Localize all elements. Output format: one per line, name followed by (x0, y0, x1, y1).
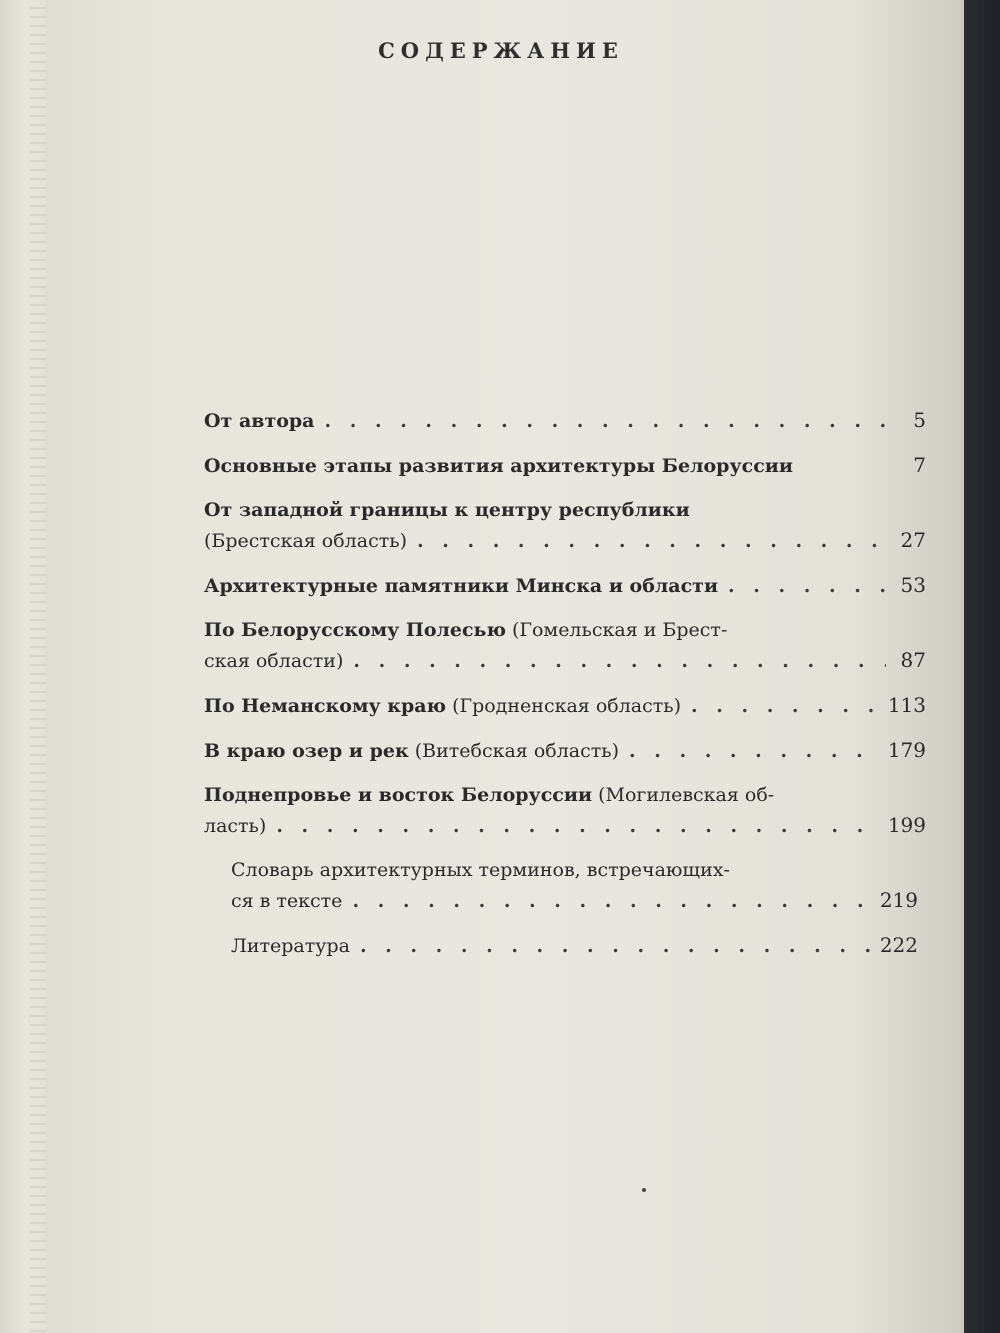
toc-leader-dots (276, 811, 878, 841)
table-of-contents (204, 405, 926, 975)
toc-leader-dots (325, 406, 887, 436)
toc-leader-dots (352, 886, 869, 916)
book-spine (0, 0, 48, 1333)
book-page (46, 0, 964, 1333)
toc-entry-subtitle-cont: ская области) (204, 650, 344, 672)
toc-entry-subtitle-cont: ласть) (204, 815, 267, 837)
toc-page-number: 222 (879, 933, 918, 957)
toc-page-number: 27 (900, 528, 926, 552)
toc-entry[interactable] (231, 930, 918, 961)
toc-entry-title: По Белорусскому Полесью (204, 619, 506, 641)
toc-entry-title: От западной границы к центру республики (204, 499, 690, 521)
toc-entry-title: Литература (231, 935, 350, 957)
toc-entry[interactable] (204, 405, 926, 436)
toc-entry[interactable] (204, 450, 926, 481)
toc-leader-dots (691, 691, 878, 721)
toc-entry-subtitle: (Витебская область) (408, 740, 620, 762)
toc-page-number: 199 (887, 813, 926, 837)
toc-entry-subtitle: (Гродненская область) (446, 695, 682, 717)
toc-entry-subtitle: (Гомельская и Брест- (505, 619, 728, 641)
toc-entry-title: По Неманскому краю (204, 695, 447, 717)
toc-leader-dots (417, 526, 886, 556)
toc-entry-title: Основные этапы развития архитектуры Белоруссии (204, 455, 793, 477)
toc-entry-title: Архитектурные памятники Минска и области (204, 575, 719, 597)
toc-page-number: 5 (913, 408, 926, 432)
toc-entry[interactable] (204, 735, 926, 766)
toc-entry[interactable] (204, 495, 926, 556)
toc-page-number: 219 (879, 888, 918, 912)
toc-entry[interactable] (231, 855, 918, 916)
page-title: СОДЕРЖАНИЕ (378, 38, 624, 63)
toc-entry-title-cont: ся в тексте (231, 890, 343, 912)
toc-leader-dots (353, 646, 886, 676)
toc-page-number: 179 (887, 738, 926, 762)
toc-entry[interactable] (204, 690, 926, 721)
toc-entry-subtitle: (Брестская область) (204, 530, 407, 552)
toc-entry-title: Поднепровье и восток Белоруссии (204, 784, 593, 806)
toc-leader-dots (728, 571, 886, 601)
toc-entry[interactable] (204, 615, 926, 676)
toc-entry[interactable] (204, 780, 926, 841)
toc-page-number: 87 (900, 648, 926, 672)
paper-speck (642, 1188, 646, 1192)
toc-entry-title: В краю озер и рек (204, 740, 409, 762)
toc-page-number: 113 (887, 693, 926, 717)
toc-leader-dots (360, 931, 870, 961)
toc-entry-subtitle: (Могилевская об- (592, 784, 775, 806)
toc-leader-dots (629, 736, 878, 766)
toc-entry-title: Словарь архитектурных терминов, встречающих- (231, 859, 730, 881)
toc-page-number: 7 (913, 453, 926, 477)
toc-page-number: 53 (900, 573, 926, 597)
toc-entry[interactable] (204, 570, 926, 601)
toc-entry-title: От автора (204, 410, 315, 432)
